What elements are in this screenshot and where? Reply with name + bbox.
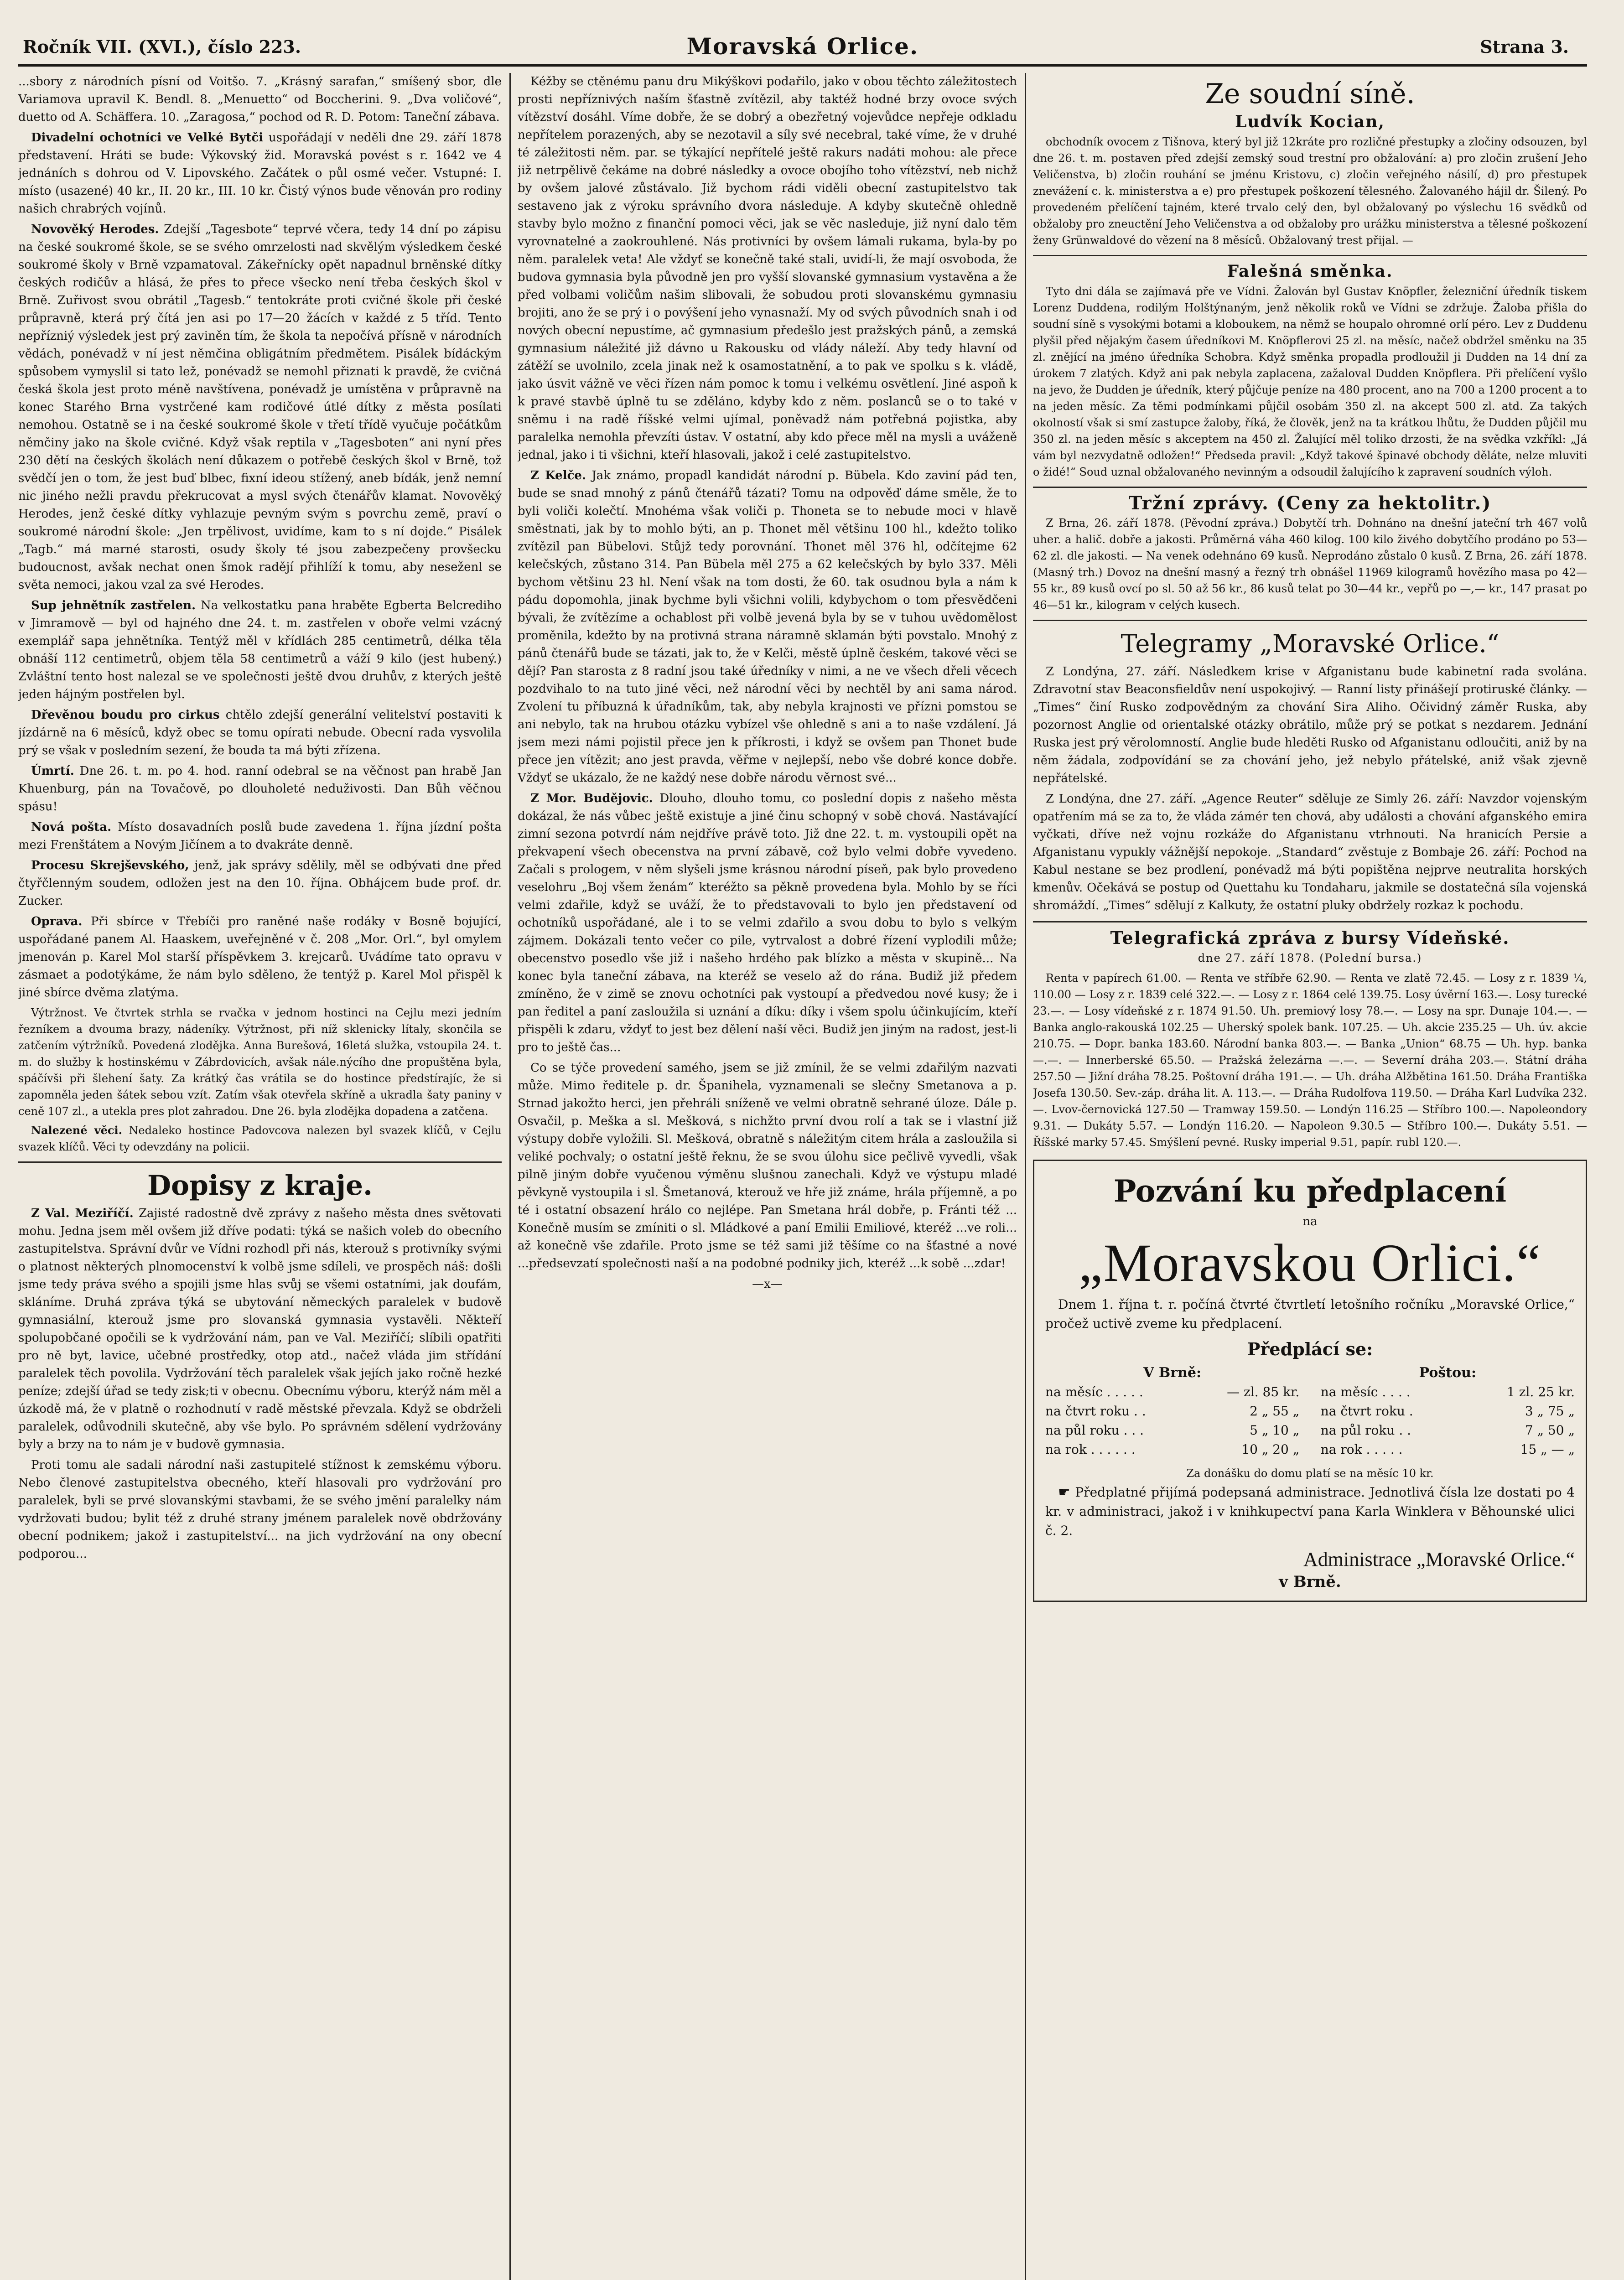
- article-text: Co se týče provedení samého, jsem se již zmínil, že se velmi zdařilým nazvati může. Mimo ředitele p. dr. Španihela, vyznamenali se slečny Smetanova a p. Strnad jakožto herci, jen přehráli sníženě ve velmi obratně sehrané úloze. Dále p. Osvačil, p. Meška a sl. Mešková, s nichžto první dvou rolí a tak se i vlastní již výstupy dobře vyložili. Sl. Mešková, obratně s náležitým citem hrála a zasloužila si veliké pochvaly; o ostatní ještě řeknu, že se svou úlohu sice pečlivě vyvedli, však pilně jiným dobře vyučenou výměnu slušnou zanechali. Když ve výstupu mladé pěvkyně vystoupila i sl. Šmetanová, kterouž ve hře již známe, hrála příjemně, a po té i ostatní obsazení hrálo co nejlépe. Pan Smetana hrál dobře, p. Fránti též ... Konečně musím se zmíniti o sl. Mládkové a paní Emilii Emiliové, kteréž ...ve roli... až konečně vše zdařile. Proto jsme se též sami již těšíme co na šťastné a nové ...předsevzatí společnosti naší a na podobné podniky jich, kteréž ...k sobě ...zdar!: [518, 1061, 1017, 1270]
- price-row: [1321, 1421, 1575, 1440]
- price-row: [1045, 1402, 1299, 1421]
- price-value: 15 „ — „: [1520, 1442, 1575, 1457]
- article: [18, 1122, 502, 1155]
- article-heading: Z Mor. Budějovic.: [530, 792, 653, 805]
- price-value: 3 „ 75 „: [1525, 1404, 1575, 1419]
- article-text: ...sbory z národních písní od Voitšo. 7. „Krásný sarafan,“ smíšený sbor, dle Variamova upravil K. Bendl. 8. „Menuetto“ od Boccherini. 9. „Dva voličové“, duetto od A. Schäffera. 10. „Zaragosa,“ pochod od R. D. Potom: Taneční zábava.: [18, 75, 502, 124]
- article-heading: Z Kelče.: [530, 469, 586, 482]
- article-text: Při sbírce v Třebíči pro raněné naše rodáky v Bosně bojující, uspořádané panem Al. Haaskem, uveřejněné v č. 208 „Mor. Orl.“, byl omylem jmenován p. Karel Mol starší příspěvkem 3. krejcarů. Uvádíme tato opravu v zásmaet a podotýkáme, že nám bylo sděleno, že tentýž p. Karel Mol přispěl k jiné sbírce dvěma zlatýma.: [18, 915, 502, 1000]
- article-heading: Procesu Skrejševského,: [31, 859, 189, 872]
- price-row: [1045, 1440, 1299, 1459]
- price-col-heading: Poštou:: [1419, 1365, 1477, 1381]
- masthead: Moravská Orlice.: [686, 33, 919, 60]
- price-row: [1321, 1440, 1575, 1459]
- price-row: [1045, 1421, 1299, 1440]
- article-text: Dne 26. t. m. po 4. hod. ranní odebral se na věčnost pan hrabě Jan Khuenburg, pán na Tovačově, po dlouholeté neduživosti. Dan Bůh věčnou spásu!: [18, 764, 502, 814]
- price-table: [1045, 1363, 1575, 1459]
- ad-na: na: [1302, 1215, 1318, 1228]
- article: [18, 129, 502, 218]
- article-text: Renta v papírech 61.00. — Renta ve stříbře 62.90. — Renta ve zlatě 72.45. — Losy z r. 1839 ¼, 110.00 — Losy z r. 1839 celé 322.—. — Losy z r. 1864 celé 139.75. Losy úvěrní 163.—. Losy turecké 23.—. — Losy vídeňské z r. 1874 91.50. Uh. premiový losy 78.—. — Losy na spr. Dunaje 104.—. — Banka anglo-rakouská 102.25 — Uherský spolek bank. 107.25. — Uh. akcie 235.25 — Uh. úv. akcie 210.75. — Dopr. banka 183.60. Národní banka 803.—. — Banka „Union“ 68.75 — Uh. hyp. banka —.—. — Innerberské 65.50. — Pražská železárna —.—. — Severní dráha 203.—. Státní dráha 257.50 — Jižní dráha 78.25. Poštovní dráha 191.—. — Uh. dráha Alžbětina 161.50. Dráha Františka Josefa 130.50. Sev.-záp. dráha lit. A. 113.—. — Dráha Rudolfova 119.50. — Dráha Karl Ludvíka 232.—. Lvov-černovická 127.50 — Tramway 159.50. — Londýn 116.25 — Stříbro 100.—. Napoleondory 9.31. — Dukáty 5.57. — Londýn 116.20. — Napoleon 9.30.5 — Stříbro 100.—. Dukáty 5.51. — Říšské marky 57.45. Smýšlení pevné. Rusky imperial 9.51, papír. rubl 120.—.: [1033, 972, 1587, 1149]
- price-heading: Předplácí se:: [1247, 1339, 1373, 1359]
- price-period: na půl roku . .: [1320, 1423, 1411, 1438]
- article-text: Tyto dni dála se zajímavá pře ve Vídni. Žalován byl Gustav Knöpfler, železniční úředník tiskem Lorenz Duddena, rodilým Holštýnaným, jenž několik roků ve Vídni se zdržuje. Žaloba přišla do soudní síně s vysokými botami a kloboukem, na němž se houpalo ohromné orlí péro. Lev z Duddenu plyšil před nějakým časem úředníkovi M. Knöpflerovi 25 zl. na měsíc, načež obdržel směnku na 35 zl. znějící na jméno úředníka Schobra. Když směnka propadla prodloužil ji Dudden na 14 dní za úrokem 7 zlatých. Když ani pak nebyla zaplacena, zažaloval Dudden Knöpflera. Při přelíčení vyšlo na jevo, že Dudden je úředník, který půjčuje peníze na 480 procent, ano na 700 a 1200 procent a to na jeden měsíc. Za těmi podmínkami půjčil osobám 350 zl. na akcept 500 zl. atd. Za takých okolností však si smí zastupce žaloby, říká, že člověk, jenž na ta krátkou lhůtu, že Dudden půjčil mu 350 zl. na jeden měsíc s akceptem na 450 zl. Žalující měl toliko drzosti, že na svědka vzkříkl: „Já vám byl nezvydatně odložen!“ Předseda pravil: „Když takové špinavé obchody děláte, nelze mluviti o židé!“ Soud uznal obžalovaného nevinným a odsoudil žalujícího k zapravení soudních výloh.: [1033, 285, 1587, 478]
- article-text: Z Brna, 26. září 1878. (Pěvodní zpráva.) Dobytčí trh. Dohnáno na dnešní jateční trh 467 volů uher. a halič. dobře a jakosti. Průměrná váha 460 kilog. 100 kilo živého dobytčího prodáno po 53—62 zl. dle jakosti. — Na venek odehnáno 69 kusů. Neprodáno zůstalo 0 kusů. Z Brna, 26. září 1878. (Masný trh.) Dovoz na dnešní masný a řezný trh obnášel 11969 kilogramů hovězího masa po 42—55 kr., 89 kusů ovcí po sl. 50 až 56 kr., 86 kusů telat po 30—44 kr., vepřů po —,— kr., 147 prasat po 46—51 kr., kilogram v celých kusech.: [1033, 517, 1587, 611]
- administration-city: v Brně.: [1279, 1573, 1341, 1591]
- column-rule: [509, 73, 511, 2280]
- price-period: na čtvrt roku . .: [1045, 1404, 1146, 1419]
- price-period: na rok . . . . . .: [1045, 1442, 1136, 1457]
- article-text: Dlouho, dlouho tomu, co poslední dopis z našeho města dokázal, že nás vůbec ještě existuje a jiné činu schopný v sobě chová. Nastávající zimní sezona potvrdí nám nejdříve právě toto. Již dne 22. t. m. vystoupili opět na překvapení všech obecenstva na první zábavě, což bylo velmi dobře vyvedeno. Začali s prologem, v něm slyšeli jsme krásnou národní píseň, pak bylo provedeno veselohru „Boj všem ženám“ kteréžto sa pěkně provedena byla. Mohlo by se říci velmi zdařile, když se uváží, že to představovali to bylo jen představení od ochotníků uspořádané, ale i to se velmi zdařilo a svou dobu to bylo s velkým zájmem. Dokázali tento večer co pile, vytrvalost a dobré řízení vyplodili může; obecenstvo posedlo vše již i našeho hrdého pak blízko a města v skupině... Na konec byla taneční zábava, na kteréž se veselo až do rána. Budiž již předem zmíněno, že v zimě se znovu ochotníci pak vystoupí a předvedou nové kusy; že i pan ředitel a paní zasloužila si uznání a díku: díky i všem spolu účinkujícím, kteří přispěli k zdaru, vždyť to jest bez dělení naší věci. Budiž jen jiným na radost, jest-li pro to ještě čas...: [518, 792, 1017, 1054]
- divider: [18, 1161, 502, 1163]
- article-text: Na velkostatku pana hraběte Egberta Belcrediho v Jimramově — byl od hajného dne 24. t. m. zastřelen v oboře velmi vzácný exemplář sapa jehnětníka. Tentýž měl v křídlách 285 centimetrů, délka těla obnáší 112 centimetrů, objem těla 58 centimetrů a váží 9 kilo (jest hubený.) Zvláštní tento host nalezal se ve společnosti ještě dvou druhův, z kterých ještě jeden hájným postřelen byl.: [18, 599, 502, 701]
- signature: —x—: [752, 1277, 783, 1291]
- section-subtitle: Ludvík Kocian,: [1235, 112, 1385, 131]
- article: [18, 913, 502, 1002]
- section-subtitle: dne 27. září 1878. (Polední bursa.): [1198, 952, 1422, 964]
- section-title: Telegrafická zpráva z bursy Vídeňské.: [1110, 928, 1510, 948]
- section-title: Ze soudní síně.: [1205, 78, 1415, 110]
- price-value: 10 „ 20 „: [1241, 1442, 1300, 1457]
- price-period: na měsíc . . . .: [1320, 1384, 1411, 1399]
- article-text: Zajisté radostně dvě zprávy z našeho města dnes světovati mohu. Jedna jsem měl ovšem již dříve podati: týká se našich voleb do obecního zastupitelstva. Správní dvůr ve Vídni rozhodl při nás, kterouž s protivníky svými o platnost některých plnomocenství k volbě jsme sdíleli, ve prospěch náš: došli jsme tedy práva svého a spojili jsme hlas svůj se všemi ostatními, jak doufám, skláníme. Druhá zpráva týká se ubytování německých paralelek v budově gymnasiální, kterouž jsme pro slovanská gymnasia vystavěli. Někteří spolupobčané opočili se k vydržování nám, pan ve Val. Meziříčí; slíbili opatřiti pro ně byt, lavice, učebné prostředky, otop atd., načež vláda jim střídání paralelek těch povolila. Vydržování těch paralelek však jejích jako ročně hezké peníze; zdejší úřad se tedy zisk;ti v obecnu. Obecnímu výboru, kterýž nám měl a úzkodě má, že v platně o rozhodnutí v radě městské převzala. Když se obdrželi paralelek, odůvodnili skutečně, aby vše bylo. Po správném sdělení vydržovány byly a brzy na to nám je v budově gymnasia.: [18, 1207, 502, 1451]
- subscription-ad: [1033, 1160, 1587, 1602]
- article-text: obchodník ovocem z Tišnova, který byl již 12kráte pro rozličné přestupky a zločiny odsouzen, byl dne 26. t. m. postaven před zdejší zemský soud trestní pro obžalování: a) pro zločin zrušení Jeho Veličenstva, b) zločin rouhání se jménu Kristovu, c) zločin veřejného násilí, d) pro přestupek znevážení c. k. ministerstva a e) pro přestupek poškození tělesného. Žalovaného hájil dr. Šilený. Po provedeném přelíčení tajném, které trvalo celý den, byl obžalovaný po výslechu 16 svědků od obžaloby pro zneuctění Jeho Veličenstva a od obžaloby pro urážku ministerstva a tělesné poškození ženy Grünwaldové do vězení na 8 měsíců. Obžalovaný trest přijal. —: [1033, 135, 1587, 247]
- article: [18, 1205, 502, 1454]
- section-title: Telegramy „Moravské Orlice.“: [1121, 629, 1499, 658]
- ad-heading: Pozvání ku předplacení: [1113, 1173, 1507, 1209]
- price-value: 5 „ 10 „: [1250, 1423, 1300, 1438]
- article-text: chtělo zdejší generální velitelství postaviti k jízdárně na 6 měsíců, když obec se tomu opírati nebude. Obecní rada vysvolila prý se však v posledním sezení, že bouda ta má býti zřízena.: [18, 708, 502, 757]
- price-row: [1321, 1383, 1575, 1402]
- ad-newspaper-name: „Moravskou Orlici.“: [1079, 1233, 1541, 1293]
- article: [18, 221, 502, 594]
- ad-note-text: Předplatné přijímá podepsaná administrace. Jednotlivá čísla lze dostati po 4 kr. v administraci, jakož i v knihkupectví pana Karla Winklera v Běhounské ulici č. 2.: [1045, 1485, 1575, 1538]
- article-heading: Dřevěnou boudu pro cirkus: [31, 708, 220, 722]
- section-subtitle: Falešná směnka.: [1227, 262, 1393, 281]
- price-period: na měsíc . . . . .: [1045, 1384, 1143, 1399]
- article-text: Proti tomu ale sadali národní naši zastupitelé stížnost k zemskému výboru. Nebo členové zastupitelstva obecného, kteří hlasovali pro vydržování pro paralelek, byli se prvé slovanskými stavbami, že se svého jmění paralelky nám vydržovati budou; bylit též z druhé strany jménem paralelek nově obdržovány obecní podnikem; jakož i zastupitelství... na jich vydržování na ony obecní podporou...: [18, 1458, 502, 1561]
- price-value: 7 „ 50 „: [1525, 1423, 1575, 1438]
- article: [18, 597, 502, 704]
- page-number: Strana 3.: [1480, 36, 1569, 57]
- divider: [1033, 255, 1587, 256]
- divider: [1033, 487, 1587, 488]
- price-col-brno: [1045, 1363, 1299, 1459]
- article-text: Z Londýna, 27. září. Následkem krise v Afganistanu bude kabinetní rada svolána. Zdravotní stav Beaconsfieldův není uspokojivý. — Ranní listy přinášejí protiruské články. — „Times“ činí Rusko zodpovědným za chování Sira Aliho. Očividný záměr Ruska, aby pozornost Anglie od orientalské otázky obrátilo, může prý se potkat s nezdarem. Jednání Ruska jest prý věrolomností. Anglie bude hleděti Rusko od Afganistanu odloučiti, aniž by na něm žádala, zodpovídání se za chování jeho, jež nebylo přátelské, aniž však zjevně nepřátelské.: [1033, 665, 1587, 785]
- price-value: — zl. 85 kr.: [1227, 1384, 1300, 1399]
- article-heading: Nalezené věci.: [31, 1124, 122, 1137]
- divider: [1033, 620, 1587, 621]
- article: [518, 790, 1017, 1057]
- price-period: na čtvrt roku .: [1320, 1404, 1413, 1419]
- column-3: [1033, 73, 1587, 2280]
- price-col-post: [1321, 1363, 1575, 1459]
- article-heading: Nová pošta.: [31, 820, 112, 834]
- article-text: Kéžby se ctěnému panu dru Mikýškovi podařilo, jako v obou těchto záležitostech prosti nepříznivých naším šťastně zvítězil, aby taktéž hodné brzy ovoce svých vítězství dosáhl. Víme dobře, že se dobrý a obezřetný vojevůdce nepřeje odkladu nepřítelem porazených, aby se nezotavil a síly své necebral, také víme, že v druhé té záležitosti něm. par. se týkající nepřítelé ještě rakurs nadáti mohou: ale přece již netrpělivě čekáme na dobré následky a ovoce obojího toho vítězství, neb nichž by ovšem jalové zůstávalo. Již bychom rádi viděli obecní zastupitelstvo tak sestaveno jak z výroku správního dvora následuje. A kdyby skutečně ohledně stavby bylo možno z finanční pomoci věci, jak se věc nasleduje, již nyní dalo těm vyrovnatelné a zaokrouhlené. Nás protivníci by ovšem lámali rukama, byla-by po něm. paralelek veta! Ale vždyť se konečně také stali, uvidí-li, že mají osvoboda, že budova gymnasia byla původně jen pro vyšší slovanské gymnasium vystavěna a že před volbami voličům našim slibovali, že sobudou proti slovanskému gymnasiu brojiti, ano že se prý i o povýšení jeho vynasnaží. My od svých původních snah i od nových obecní nepustíme, ač gymnasium předešlo jest pražských pánů, a zemská gymnasium náležité již dávno u Rakousku od vlády náleží. Aby tedy hlavní od zátěží se uvolnilo, zcela jinak než k osamostatnění, a to pak ve spolku s k. vládě, jako úsvit vážně ve věci řízen nám pomoc k tomu i velkému osvětlení. Jiné aspoň k k pravé stavbě úplně tu se zděláno, kdyby kdo z něm. poslanců se o to také v sněmu i na radě říšské velmi ujímal, poněvadž nám potřebná pojistka, aby paralelka nemohla převzíti ústav. V ostatní, aby kdo přece měl na mysli a uváženě jednal, jako i ti všichni, kteří hlasovali, jakož i celé zastupitelstvo.: [518, 75, 1017, 462]
- pointing-hand-icon: ☛: [1058, 1484, 1070, 1500]
- divider: [1033, 921, 1587, 922]
- article-text: jenž, jak správy sdělily, měl se odbývati dne před čtyřčlenným soudem, odložen jest na den 10. října. Obhájcem bude prof. dr. Zucker.: [18, 859, 502, 908]
- article-text: Nedaleko hostince Padovcova nalezen byl svazek klíčů, v Cejlu svazek klíčů. Věci ty odevzdány na policii.: [18, 1124, 502, 1153]
- column-2: [518, 73, 1017, 2280]
- price-col-heading: V Brně:: [1143, 1365, 1202, 1381]
- column-rule: [1025, 73, 1026, 2280]
- article-heading: Novověký Herodes.: [31, 223, 159, 236]
- article-heading: Oprava.: [31, 915, 83, 928]
- column-1: [18, 73, 502, 2280]
- article-heading: Divadelní ochotníci ve Velké Bytči: [31, 131, 264, 145]
- price-period: na rok . . . . .: [1320, 1442, 1403, 1457]
- article: [18, 857, 502, 910]
- article: [18, 819, 502, 854]
- article: [518, 467, 1017, 787]
- ad-intro: Dnem 1. října t. r. počíná čtvrté čtvrtletí letošního ročníku „Moravské Orlice,“ pročež uctivě zveme ku předplacení.: [1045, 1297, 1575, 1331]
- article-text: uspořádají v neděli dne 29. září 1878 představení. Hráti se bude: Výkovský žid. Moravská povést s r. 1642 ve 4 jednáních s dohrou od V. Lipovského. Začátek o půl osmé večer. Vstupné: I. místo (usazené) 40 kr., II. 20 kr., III. 10 kr. Čistý výnos bude věnován pro rodiny našich chrabrých vojínů.: [18, 131, 502, 216]
- ad-note: [1045, 1483, 1575, 1540]
- article-text: Místo dosavadních poslů bude zavedena 1. října jízdní pošta mezi Frenštátem a Novým Jičínem a to dvakráte denně.: [18, 820, 502, 852]
- administration-signature: Administrace „Moravské Orlice.“: [1303, 1548, 1575, 1570]
- price-value: 2 „ 55 „: [1250, 1404, 1300, 1419]
- price-row: [1321, 1402, 1575, 1421]
- article: [18, 762, 502, 816]
- article-text: Výtržnost. Ve čtvrtek strhla se rvačka v jednom hostinci na Cejlu mezi jedním řezníkem a dvouma brazy, nádeníky. Výtržnost, při níž sklenicky lítaly, skončila se zatčením výtržníků. Povedená zlodějka. Anna Burešová, 16letá služka, vstoupila 24. t. m. do služby k hostinskému v Zábrdovicích, avšak nále.nýcího dne propuštěna byla, spáčívši při šlehení šaty. Za krátký čas vrátila se do hostince předstírajíc, že si zapomněla jeden šátek sebou vzít. Zatím však otevřela skříně a ukradla šaty paniny v ceně 107 zl., a utekla pres plot zahradou. Dne 26. byla zlodějka dopadena a zatčena.: [18, 1006, 502, 1118]
- article-text: Z Londýna, dne 27. září. „Agence Reuter“ sděluje ze Simly 26. září: Navzdor vojenským opatřením má se za to, že vláda zámér ten chová, aby události a chování afganského emira vyčkati, dříve než vojnu rozkáže do Afganistanu vtrhnouti. Na hranicích Persie a Afganistanu vypukly vážnější nepokoje. „Standard“ zvěstuje z Bombaje 26. září: Pochod na Kabul nestane se bez prodlení, ponévadž má býti popištěna nejprve neutralita horských kmenův. Očekává se postup od Quettahu ku Tondaharu, jakmile se dostatečná síla vojenská shromáždí. „Times“ sdělují z Kalkuty, že ostatní pluky obdržely rozkaz k pochodu.: [1033, 792, 1587, 912]
- article-heading: Z Val. Meziříčí.: [31, 1207, 134, 1220]
- section-title: Tržní zprávy. (Ceny za hektolitr.): [1128, 492, 1492, 514]
- article-text: Jak známo, propadl kandidát národní p. Bübela. Kdo zaviní pád ten, bude se snad mnohý z pánů čtenářů tázati? Tomu na odpověď dáme směle, že to byli voliči kolečtí. Mnohéma však voliči p. Thoneta se to nebude moci v hlavě směstnati, jak by to mohlo býti, an p. Thonet měl většinu 100 hl., kdežto toliko zvítězil pan Bübelovi. Stůjž tedy porovnání. Thonet měl 376 hl, odčítejme 62 kelečských, zůstano 314. Pan Bübela měl 275 a 62 kelečských by bylo 337. Měli bychom většinu 23 hl. Není však na tom dosti, že 60. tak osudnou byla a nám k pádu dopomohla, jinak bychme byli všichni volili, kdybychom o tom přesvědčeni bývali, že zvítězíme a ochablost při volbě jevená byla by se v tuhou uvědomělost proměnila, kdežto by na protivná strana náramně sklamán býti povstalo. Mnohý z pánů čtenářů bude se tázati, jak to, že v Kelči, městě úplně českém, takové věci se dějí? Pan starosta z 8 radní jsou také úředníky v nimi, a ne ve všech dřeli věcech pozdvihalo to na tuto jiné věci, než národní věci by nechtěl by ani sama národ. Zvolení tu příbuzná k úřadníkům, tak, aby nebyla krajnosti ve přízni pomstou se ani nebylo, tak na hrubou otázku vybízel vše ohledně s ani a to naše vzdálení. Já jsem mezi námi pojistil přece jen k příkrosti, i když se ovšem pan Thonet bude přece jen vítězit; ano jest pravda, věřme v nejlepší, nebo vše dobré konce dobře. Vždyť se ukázalo, že ne každý nese dobře národu věrnost své...: [518, 469, 1017, 785]
- article-heading: Úmrtí.: [31, 764, 74, 778]
- article-text: Zdejší „Tagesbote“ teprvé včera, tedy 14 dní po zápisu na české soukromé škole, se se svého omrzelosti nad skvělým výsledkem české soukromé školy v Brně vzpamatoval. Zákeřnícky opět napadnul brněnské dítky českých rodičův a hlásá, že přes to přece všecko není třeba českých škol v Brně. Zuřivost svou obrátil „Tagesb.“ tentokráte proti cvičné škole při české průpravně, která prý čítá jen asi po 17—20 žácích v každé z 5 tříd. Tento nepřízniý výsledek jest prý zaviněn tím, že škola ta nepočívá přísně v národních vědách, ponévadž v ní jest němčina obligátním předmětem. Pisálek bídáckým spůsobem vymyslil si tato lež, ponévadž se nemohl přiznati k pravdě, že cvičná česká škola jest proto méně navštívena, ponévadž je umístěna v průpravně na konec Starého Brna vystrčené kam rodičové útlé dítky z města posílati nemohou. Ostatně se i na české soukromé škole v třetí třídě vyučuje počátkům němčiny jako na škole cvičné. Když však reptila v „Tagesboten“ ani nyní přes 230 dětí na českých školách není důkazem o potřebě českých škol v Brně, tož svědčí jen o tom, že jest buď blbec, fixní ideou stížený, aneb bídák, jenž nemní nic jiného nežli pravdu překrucovat a mysl svých čtenářův klamat. Novověký Herodes, jenž české dítky vyhlazuje pevným svým s povrchu země, praví o soukromé národní škole: „Jen trpělivost, uvidíme, kam to s ní dojde.“ Pisálek „Tagb.“ má marné starosti, osudy školy té jsou zabezpečeny provšecku budoucnost, avšak nechat onen šmok radějí přihlíží k tomu, aby neseženl se světa nemoci, jakou vzal za své Herodes.: [18, 223, 502, 592]
- article-heading: Sup jehnětník zastřelen.: [31, 599, 196, 612]
- price-period: na půl roku . . .: [1045, 1423, 1144, 1438]
- article: [18, 706, 502, 760]
- price-value: 1 zl. 25 kr.: [1507, 1384, 1575, 1399]
- section-title: Dopisy z kraje.: [147, 1170, 373, 1202]
- page-header: [18, 32, 1587, 67]
- delivery-note: Za donášku do domu platí se na měsíc 10 kr.: [1186, 1467, 1434, 1480]
- price-row: [1045, 1383, 1299, 1402]
- issue-number: Ročník VII. (XVI.), číslo 223.: [23, 36, 301, 57]
